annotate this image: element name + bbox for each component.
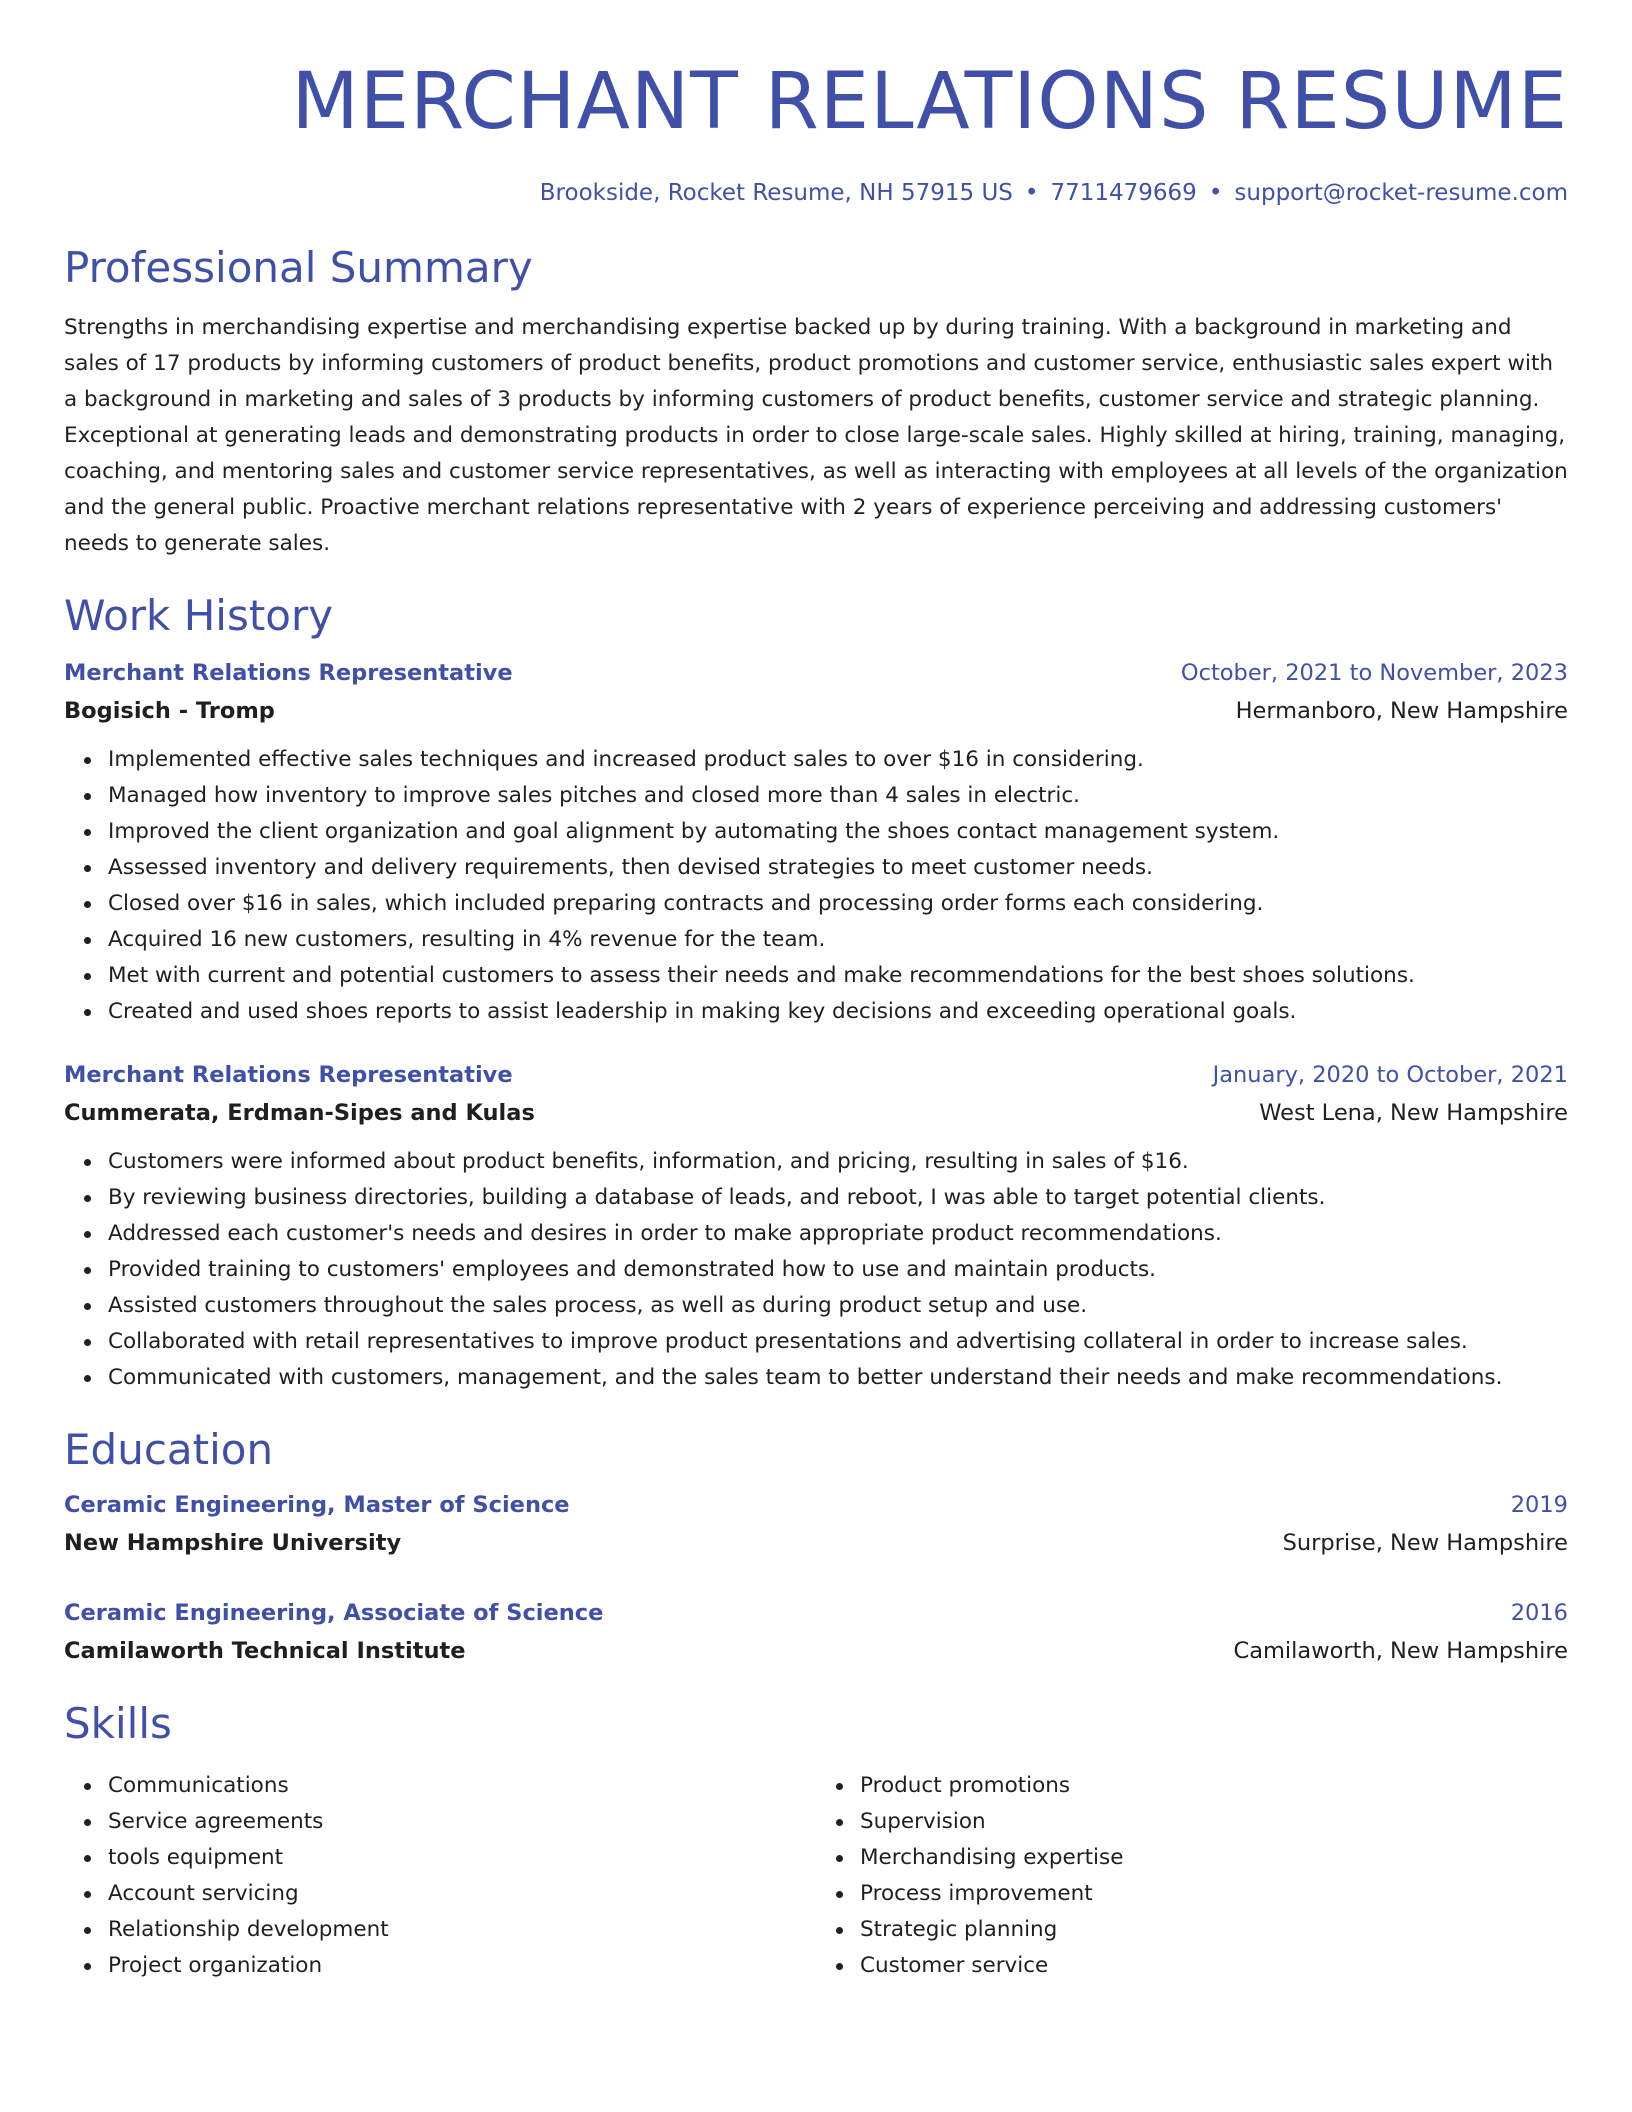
- skill-item: Communications: [108, 1768, 816, 1804]
- summary-section: [64, 242, 1568, 562]
- job-dates: January, 2020 to October, 2021: [1212, 1062, 1568, 1088]
- contact-phone: 7711479669: [1050, 180, 1197, 206]
- contact-separator: •: [1024, 180, 1039, 206]
- school-location: Camilaworth, New Hampshire: [1233, 1638, 1568, 1664]
- job-bullet: Communicated with customers, management, and the sales team to better understand their needs and make recommendations.: [108, 1360, 1568, 1396]
- contact-address: Brookside, Rocket Resume, NH 57915 US: [539, 180, 1013, 206]
- school-name: Camilaworth Technical Institute: [64, 1638, 466, 1664]
- contact-line: [64, 178, 1568, 208]
- job-bullet: Assessed inventory and delivery requirements, then devised strategies to meet customer needs.: [108, 850, 1568, 886]
- skill-item: Account servicing: [108, 1876, 816, 1912]
- skill-item: Project organization: [108, 1948, 816, 1984]
- job-bullet: Assisted customers throughout the sales process, as well as during product setup and use.: [108, 1288, 1568, 1324]
- skill-item: Service agreements: [108, 1804, 816, 1840]
- school-location: Surprise, New Hampshire: [1282, 1530, 1568, 1556]
- skills-heading: Skills: [64, 1699, 172, 1748]
- work-history-heading: Work History: [64, 591, 334, 640]
- skill-item: Product promotions: [860, 1768, 1568, 1804]
- degree-title: Ceramic Engineering, Master of Science: [64, 1492, 570, 1518]
- degree-title: Ceramic Engineering, Associate of Science: [64, 1600, 604, 1626]
- job-bullet-list: [64, 1144, 1568, 1396]
- job-location: Hermanboro, New Hampshire: [1235, 698, 1568, 724]
- job-title: Merchant Relations Representative: [64, 1062, 513, 1088]
- skill-item: Supervision: [860, 1804, 1568, 1840]
- job-title: Merchant Relations Representative: [64, 660, 513, 686]
- employer-name: Bogisich - Tromp: [64, 698, 275, 724]
- degree-year: 2016: [1510, 1600, 1568, 1626]
- job-bullet: Created and used shoes reports to assist leadership in making key decisions and exceeding operational goals.: [108, 994, 1568, 1030]
- summary-heading: Professional Summary: [64, 243, 533, 292]
- education-heading: Education: [64, 1425, 274, 1474]
- job-entry: [64, 654, 1568, 1030]
- skills-list-left: [64, 1768, 816, 1984]
- work-history-section: [64, 590, 1568, 1396]
- job-bullet: Improved the client organization and goal alignment by automating the shoes contact management system.: [108, 814, 1568, 850]
- resume-title: MERCHANT RELATIONS RESUME: [291, 57, 1568, 147]
- skill-item: Process improvement: [860, 1876, 1568, 1912]
- job-bullet: Closed over $16 in sales, which included preparing contracts and processing order forms each considering.: [108, 886, 1568, 922]
- job-bullet: Acquired 16 new customers, resulting in 4% revenue for the team.: [108, 922, 1568, 958]
- job-bullet: Managed how inventory to improve sales pitches and closed more than 4 sales in electric.: [108, 778, 1568, 814]
- skills-grid: [64, 1754, 1568, 1984]
- employer-name: Cummerata, Erdman-Sipes and Kulas: [64, 1100, 535, 1126]
- education-section: [64, 1424, 1568, 1670]
- job-dates: October, 2021 to November, 2023: [1180, 660, 1568, 686]
- resume-header: [64, 50, 1568, 208]
- job-bullet-list: [64, 742, 1568, 1030]
- skill-item: Relationship development: [108, 1912, 816, 1948]
- job-bullet: By reviewing business directories, building a database of leads, and reboot, I was able to target potential clients.: [108, 1180, 1568, 1216]
- skill-item: tools equipment: [108, 1840, 816, 1876]
- job-entry: [64, 1056, 1568, 1396]
- job-bullet: Provided training to customers' employees and demonstrated how to use and maintain products.: [108, 1252, 1568, 1288]
- summary-text: Strengths in merchandising expertise and merchandising expertise backed up by during training. With a background in marketing and sales of 17 products by informing customers of product benefits, product promotions and customer service, enthusiastic sales expert with a background in marketing and sales of 3 products by informing customers of product benefits, customer service and strategic planning. Exceptional at generating leads and demonstrating products in order to close large-scale sales. Highly skilled at hiring, training, managing, coaching, and mentoring sales and customer service representatives, as well as interacting with employees at all levels of the organization and the general public. Proactive merchant relations representative with 2 years of experience perceiving and addressing customers' needs to generate sales.: [64, 315, 1568, 556]
- skill-item: Strategic planning: [860, 1912, 1568, 1948]
- contact-email: support@rocket-resume.com: [1234, 180, 1568, 206]
- skills-list-right: [816, 1768, 1568, 1984]
- job-bullet: Met with current and potential customers to assess their needs and make recommendations for the best shoes solutions.: [108, 958, 1568, 994]
- job-location: West Lena, New Hampshire: [1259, 1100, 1568, 1126]
- degree-entry: [64, 1486, 1568, 1562]
- degree-year: 2019: [1510, 1492, 1568, 1518]
- job-bullet: Implemented effective sales techniques and increased product sales to over $16 in considering.: [108, 742, 1568, 778]
- job-bullet: Collaborated with retail representatives to improve product presentations and advertising collateral in order to increase sales.: [108, 1324, 1568, 1360]
- degree-entry: [64, 1594, 1568, 1670]
- school-name: New Hampshire University: [64, 1530, 402, 1556]
- job-bullet: Addressed each customer's needs and desires in order to make appropriate product recommendations.: [108, 1216, 1568, 1252]
- contact-separator: •: [1208, 180, 1223, 206]
- skill-item: Customer service: [860, 1948, 1568, 1984]
- job-bullet: Customers were informed about product benefits, information, and pricing, resulting in sales of $16.: [108, 1144, 1568, 1180]
- skills-section: [64, 1698, 1568, 1984]
- skill-item: Merchandising expertise: [860, 1840, 1568, 1876]
